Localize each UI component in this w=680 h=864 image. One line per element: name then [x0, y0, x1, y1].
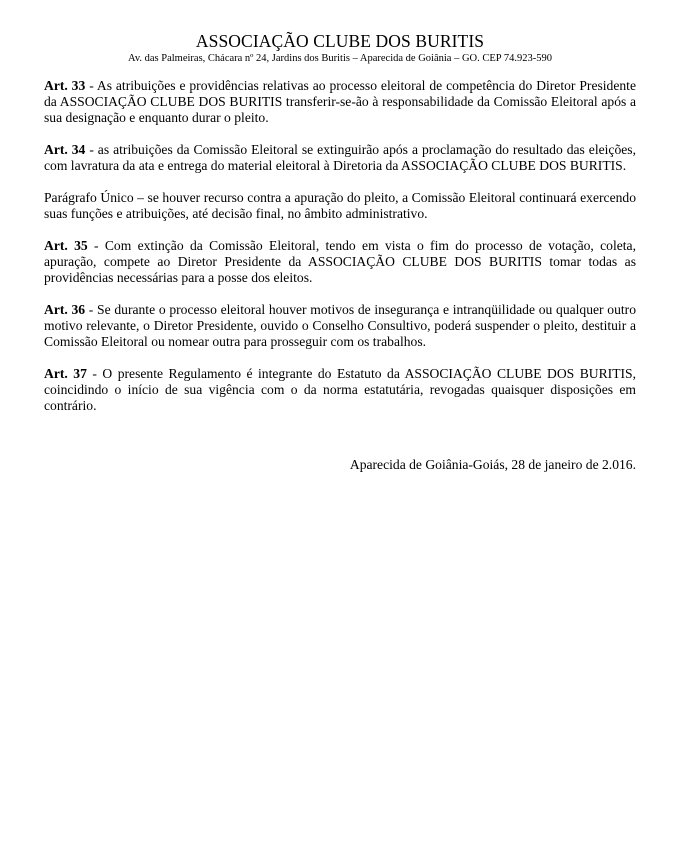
article-37-text: - O presente Regulamento é integrante do Estatuto da ASSOCIAÇÃO CLUBE DOS BURITIS, coincidindo o início de sua vigência com o da norma estatutária, revogadas quaisquer disposições em contrário. — [44, 366, 636, 413]
article-33-label: Art. 33 — [44, 78, 86, 93]
article-37 — [44, 366, 636, 414]
article-35-text: - Com extinção da Comissão Eleitoral, tendo em vista o fim do processo de votação, coleta, apuração, compete ao Diretor Presidente da ASSOCIAÇÃO CLUBE DOS BURITIS tomar todas as providências necessárias para a posse dos eleitos. — [44, 238, 636, 285]
article-34 — [44, 142, 636, 174]
article-33-text: - As atribuições e providências relativas ao processo eleitoral de competência do Diretor Presidente da ASSOCIAÇÃO CLUBE DOS BURITIS transferir-se-ão à responsabilidade da Comissão Eleitoral após a sua designação e enquanto durar o pleito. — [44, 78, 636, 125]
paragrafo-unico-text: Parágrafo Único – se houver recurso contra a apuração do pleito, a Comissão Eleitoral continuará exercendo suas funções e atribuições, até decisão final, no âmbito administrativo. — [44, 190, 636, 221]
organization-address: Av. das Palmeiras, Chácara nº 24, Jardins dos Buritis – Aparecida de Goiânia – GO. CEP 74.923-590 — [128, 53, 552, 64]
article-36-label: Art. 36 — [44, 302, 86, 317]
document-header — [0, 31, 680, 65]
article-34-text: - as atribuições da Comissão Eleitoral se extinguirão após a proclamação do resultado das eleições, com lavratura da ata e entrega do material eleitoral à Diretoria da ASSOCIAÇÃO CLUBE DOS BURITIS. — [44, 142, 636, 173]
article-33 — [44, 78, 636, 126]
paragrafo-unico — [44, 190, 636, 222]
article-37-label: Art. 37 — [44, 366, 87, 381]
article-34-label: Art. 34 — [44, 142, 86, 157]
place-and-date: Aparecida de Goiânia-Goiás, 28 de janeiro de 2.016. — [349, 457, 636, 472]
article-35 — [44, 238, 636, 286]
article-36-text: - Se durante o processo eleitoral houver motivos de insegurança e intranqüilidade ou qualquer outro motivo relevante, o Diretor Presidente, ouvido o Conselho Consultivo, poderá suspender o pleito, destituir a Comissão Eleitoral ou nomear outra para prosseguir com os trabalhos. — [44, 302, 636, 349]
document-body — [44, 78, 636, 430]
article-36 — [44, 302, 636, 350]
article-35-label: Art. 35 — [44, 238, 88, 253]
organization-name: ASSOCIAÇÃO CLUBE DOS BURITIS — [195, 31, 485, 51]
